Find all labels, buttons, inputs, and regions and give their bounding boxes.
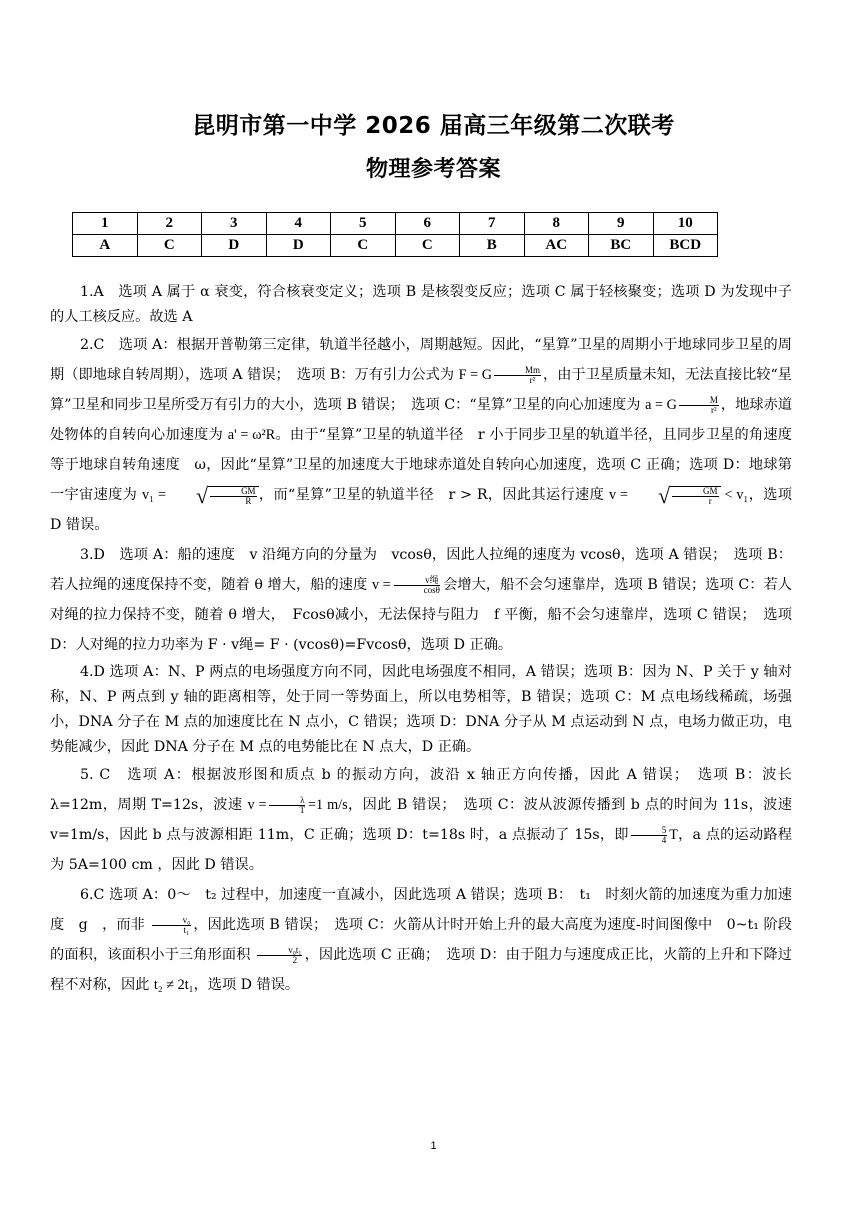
fraction-denominator: r²	[710, 405, 717, 416]
rotation-acceleration-formula: a' = ω²R	[227, 427, 276, 443]
q5-text-c: ，a 点的运动路程为 5A=100 cm ，因此 D 错误。	[50, 827, 792, 873]
formula-prefix: a = G	[645, 397, 677, 413]
initial-acceleration-formula	[150, 915, 194, 936]
answer-explanations	[50, 280, 792, 1000]
centripetal-acceleration-formula	[645, 395, 721, 416]
fraction-numerator: v₀t₁	[257, 946, 302, 956]
answer-cell: AC	[524, 235, 589, 257]
question-number-cell: 2	[137, 213, 202, 235]
question-number-cell: 5	[331, 213, 396, 235]
q5-text-a: 5. C 选项 A：根据波形图和质点 b 的振动方向，波沿 x 轴正方向传播，因此 A 错误； 选项 B：波长 λ=12m，周期 T=12s，波速	[50, 767, 792, 813]
fraction-denominator: cosθ	[423, 585, 440, 596]
answer-cell: C	[331, 235, 396, 257]
fraction-denominator: R	[245, 495, 252, 506]
q6-text-c: ，因此选项 C 正确； 选项 D：由于阻力与速度成正比，火箭的上升和下降过程不对称，因此	[50, 947, 792, 993]
answer-cell: B	[460, 235, 525, 257]
q2-text-a: 2.C 选项 A：根据开普勒第三定律，轨道半径越小，周期越短。因此，“星算”卫星的周期小于地球同步卫星的周期（即地球自转周期），选项 A 错误； 选项 B：万有引力公式为	[50, 337, 792, 383]
formula-suffix: =1 m/s	[308, 797, 348, 813]
answer-cell: D	[202, 235, 267, 257]
fraction	[672, 487, 719, 506]
answer-cell: C	[395, 235, 460, 257]
formula-prefix: v =	[247, 797, 267, 813]
q6-text-a: 6.C 选项 A：0～ t₂ 过程中，加速度一直减小，因此选项 A 错误；选项 B： t₁ 时刻火箭的加速度为重力加速度 g ，而非	[50, 887, 792, 933]
question-number-cell: 6	[395, 213, 460, 235]
answer-cell: C	[137, 235, 202, 257]
q3-text-a: 3.D 选项 A：船的速度 v 沿绳方向的分量为 vcosθ，因此人拉绳的速度为 vcosθ，选项 A 错误； 选项 B：若人拉绳的速度保持不变，随着 θ 增大，船的速度	[50, 547, 792, 593]
formula-prefix: F = G	[458, 367, 492, 383]
radicand	[208, 486, 259, 506]
fraction-numerator: v绳	[394, 576, 440, 586]
period-fraction-formula	[629, 825, 678, 846]
q6-text-d: ，选项 D 错误。	[193, 977, 300, 993]
explanation-q4: 4.D 选项 A：N、P 两点的电场强度方向不同，因此电场强度不相同，A 错误；选项 B：因为 N、P 关于 y 轴对称，N、P 两点到 y 轴的距离相等，处于同一等势面上，所以电势相等，B 错误；选项 C：M 点电场线稀疏，场强小，DNA 分子在 M 点的加速度比在 N 点小，C 错误；选项 D：DNA 分子从 M 点运动到 N 点，电场力做正功，电势能减少，因此 DNA 分子在 M 点的电势能比在 N 点大，D 正确。	[50, 664, 792, 755]
answer-table-header-row	[73, 213, 718, 235]
page-number: 1	[430, 1140, 437, 1152]
fraction-numerator: 5	[631, 826, 668, 836]
answer-cell: BCD	[653, 235, 718, 257]
sqrt-symbol	[628, 482, 721, 508]
radicand	[670, 486, 721, 506]
q2-text-b: ，由于卫星质量未知，无法直接比较“星算”卫星和同步卫星所受万有引力的大小，选项 B 错误； 选项 C：“星算”卫星的向心加速度为	[50, 367, 792, 413]
explanation-q3	[50, 540, 792, 660]
radical-sign: √	[657, 482, 671, 508]
fraction-denominator: r²	[529, 375, 536, 386]
fraction-denominator: 4	[661, 835, 667, 846]
q2-text-c: ，地球赤道处物体的自转向心加速度为	[50, 397, 792, 443]
first-cosmic-velocity-formula	[142, 482, 259, 508]
fraction	[631, 826, 668, 845]
question-number-cell: 9	[589, 213, 654, 235]
q2-text-e: ，而“星算”卫星的轨道半径 r > R，因此其运行速度	[258, 487, 605, 503]
answer-table-answer-row	[73, 235, 718, 257]
answer-cell: A	[73, 235, 138, 257]
question-number-cell: 4	[266, 213, 331, 235]
answer-table	[72, 212, 718, 257]
formula-prefix: v =	[608, 487, 628, 503]
fraction-denominator: t₁	[183, 925, 190, 936]
formula-suffix: T	[669, 827, 678, 843]
fraction-numerator: Mm	[494, 366, 541, 376]
fraction	[679, 396, 719, 415]
formula-prefix: v₁ =	[142, 487, 166, 503]
fraction	[269, 796, 307, 815]
wave-speed-formula	[247, 795, 348, 816]
radical-sign: √	[195, 482, 209, 508]
answer-cell: BC	[589, 235, 654, 257]
fraction-numerator: M	[679, 396, 719, 406]
fraction	[393, 576, 441, 595]
question-number-cell: 3	[202, 213, 267, 235]
fraction-numerator: GM	[210, 487, 257, 497]
orbital-velocity-formula	[608, 482, 749, 508]
question-number-cell: 7	[460, 213, 525, 235]
fraction	[257, 946, 302, 965]
explanation-q6	[50, 880, 792, 1000]
explanation-q2	[50, 330, 792, 540]
explanation-q1: 1.A 选项 A 属于 α 衰变，符合核衰变定义；选项 B 是核裂变反应；选项 C 属于轻核聚变；选项 D 为发现中子的人工核反应。故选 A	[50, 284, 792, 325]
question-number-cell: 8	[524, 213, 589, 235]
fraction-numerator: GM	[672, 487, 719, 497]
formula-prefix: v =	[371, 577, 391, 593]
q2-text-f: ，选项 D 错误。	[50, 487, 792, 533]
boat-velocity-formula	[371, 575, 443, 596]
q6-text-b: ，因此选项 B 错误； 选项 C：火箭从计时开始上升的最大高度为速度-时间图像中 0~t₁ 阶段的面积，该面积小于三角形面积	[50, 917, 792, 963]
sqrt-symbol	[166, 482, 259, 508]
explanation-q5	[50, 760, 792, 880]
fraction-numerator: v₀	[152, 916, 192, 926]
document-title: 昆明市第一中学 2026 届高三年级第二次联考	[192, 113, 675, 139]
fraction-denominator: r	[708, 495, 712, 506]
fraction	[210, 487, 257, 506]
q5-text-b: ，因此 B 错误； 选项 C：波从波源传播到 b 点的时间为 11s，波速 v=1m/s，因此 b 点与波源相距 11m，C 正确；选项 D：t=18s 时，a 点振动了 15s，即	[50, 797, 792, 843]
answer-cell: D	[266, 235, 331, 257]
formula-suffix: < v₁	[724, 487, 749, 503]
fraction-denominator: T	[299, 805, 306, 816]
q3-text-b: 会增大，船不会匀速靠岸，选项 B 错误；选项 C：若人对绳的拉力保持不变，随着 θ 增大， Fcosθ减小，无法保持与阻力 f 平衡，船不会匀速靠岸，选项 C 错误； 选项 D：人对绳的拉力功率为 F · v绳= F · (vcosθ)=Fvcosθ，选项 D 正确。	[50, 577, 792, 653]
fraction-numerator: λ	[269, 796, 305, 806]
q2-text-d: 。由于“星算”卫星的轨道半径 r 小于同步卫星的轨道半径，且同步卫星的角速度等于地球自转角速度 ω，因此“星算”卫星的加速度大于地球赤道处自转向心加速度，选项 C 正确；选项 D：地球第一宇宙速度为	[50, 427, 792, 503]
question-number-cell: 10	[653, 213, 718, 235]
question-number-cell: 1	[73, 213, 138, 235]
time-inequality-formula: t₂ ≠ 2t₁	[153, 977, 194, 993]
document-subtitle: 物理参考答案	[365, 157, 501, 182]
gravitation-formula	[458, 365, 543, 386]
fraction	[152, 916, 192, 935]
fraction	[494, 366, 541, 385]
fraction-denominator: 2	[292, 955, 298, 966]
triangle-area-formula	[255, 945, 304, 966]
